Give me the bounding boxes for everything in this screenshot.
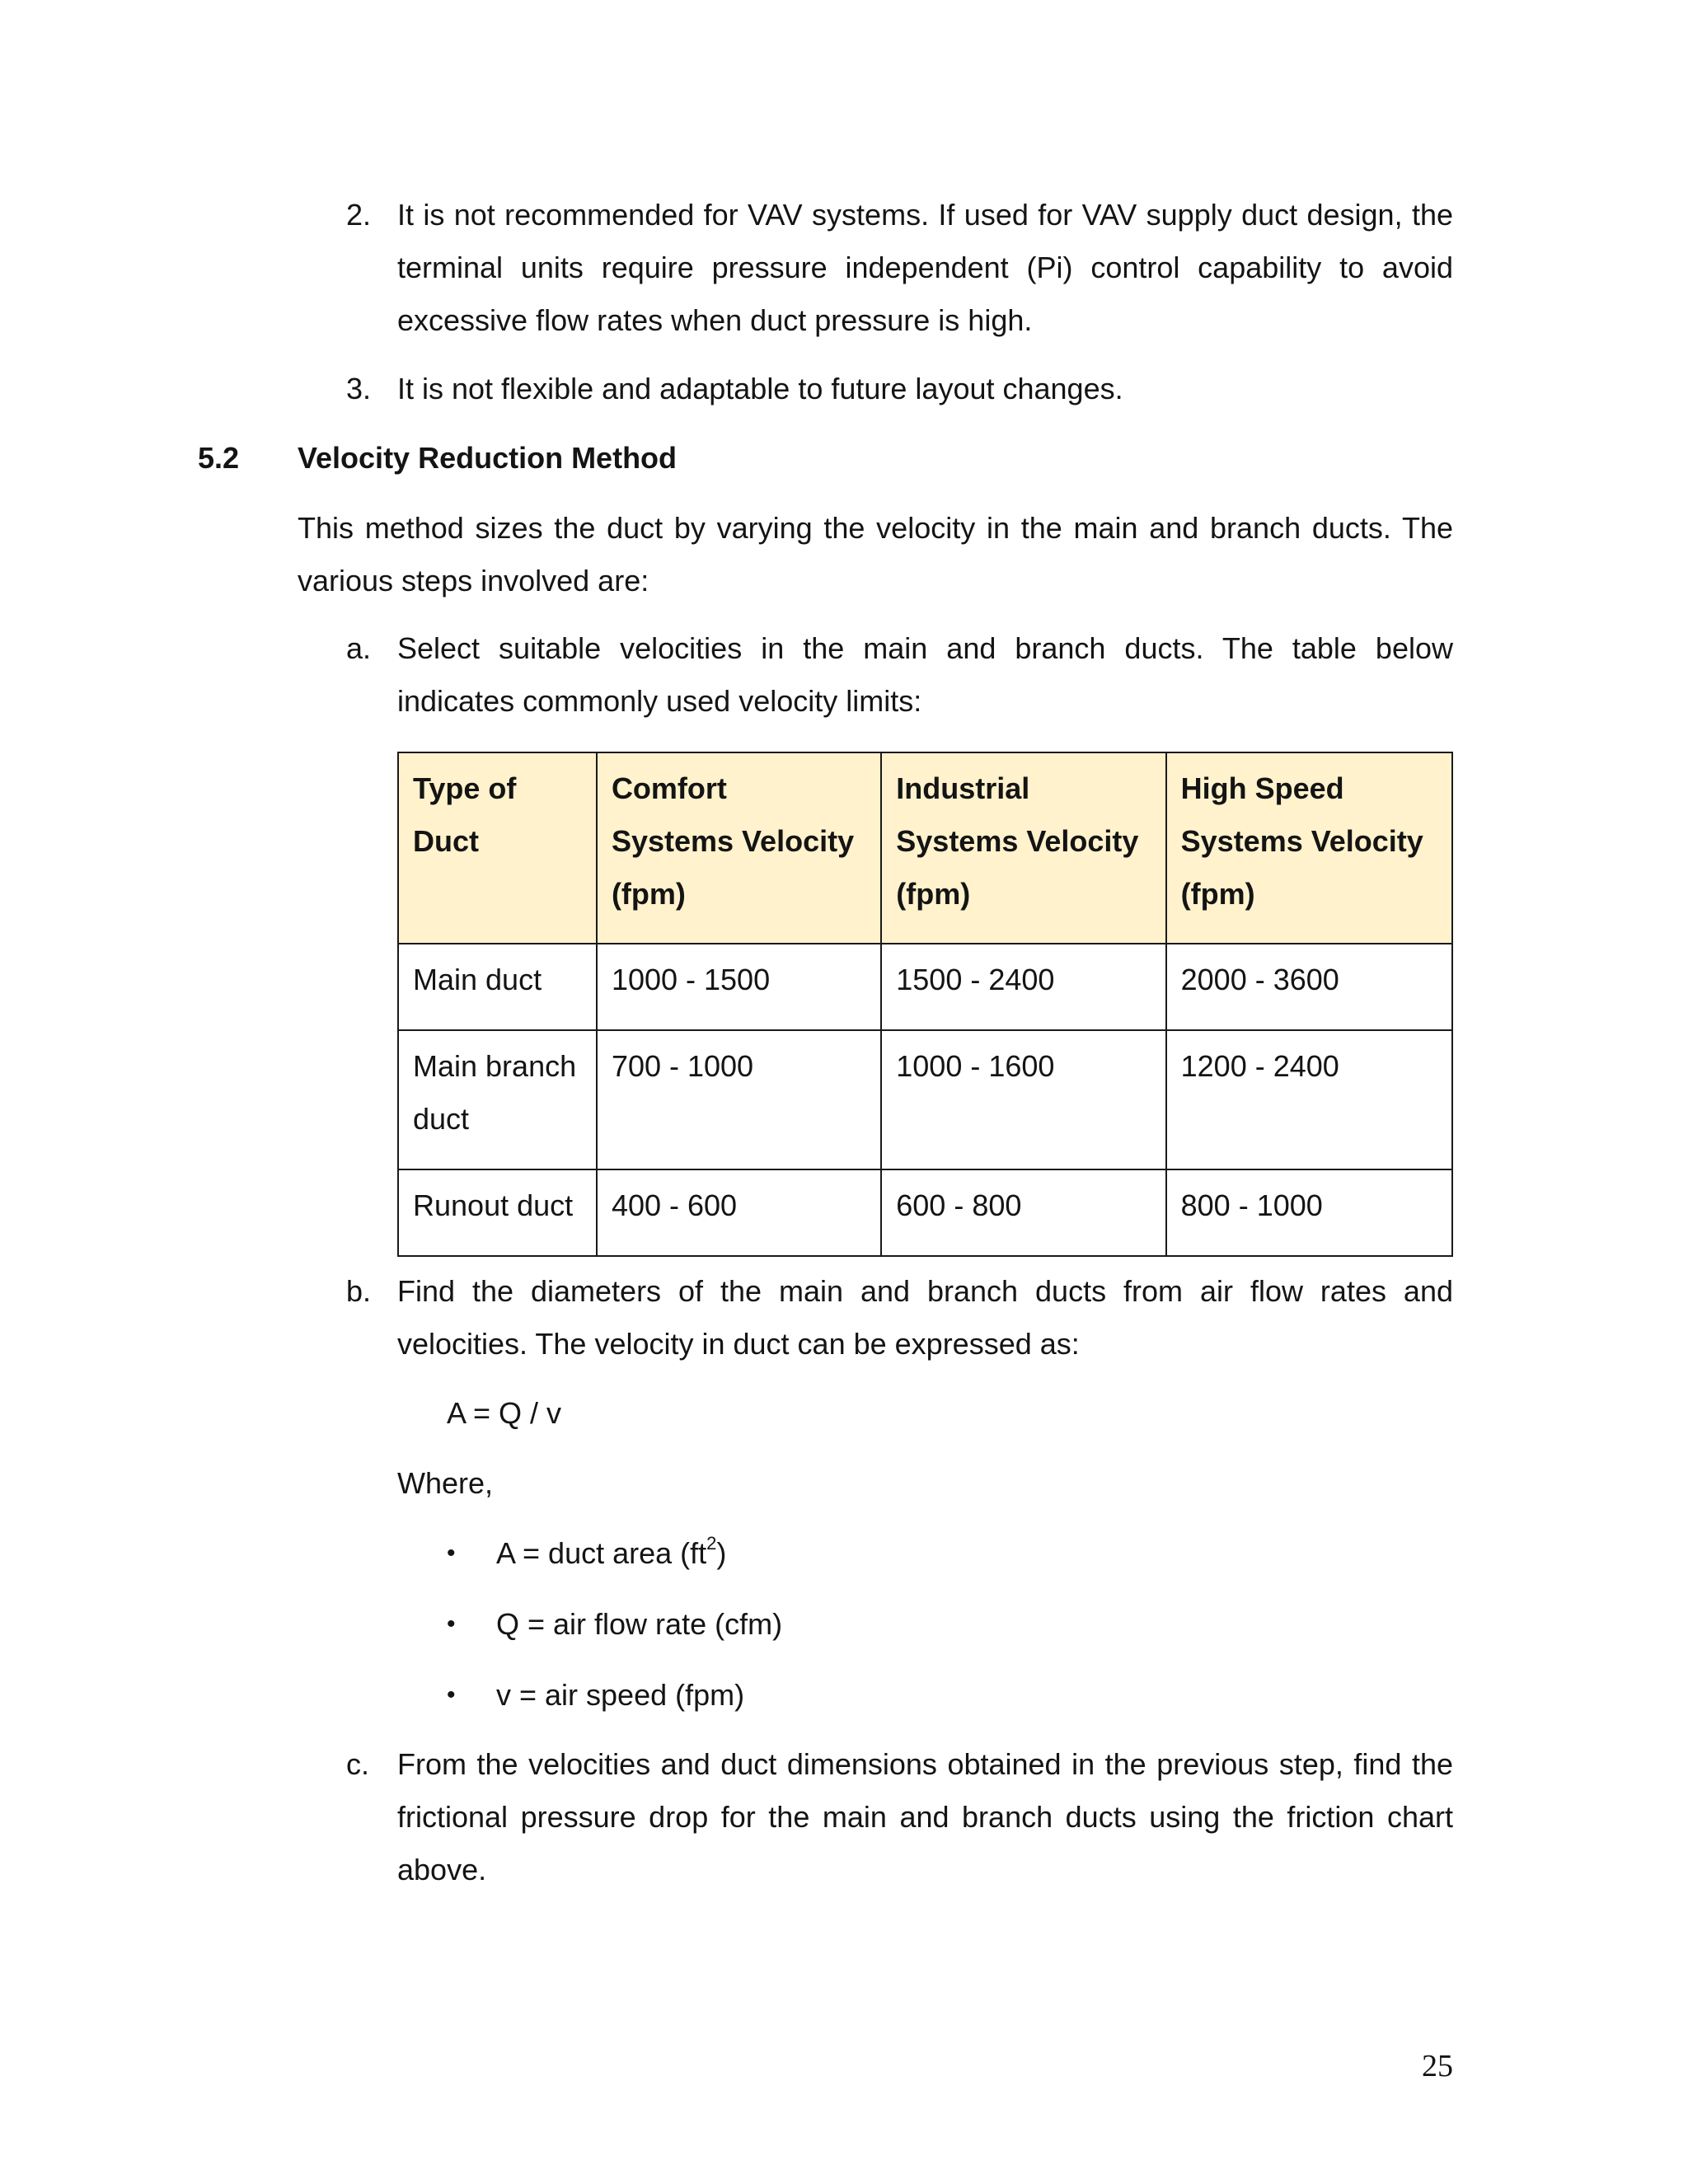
table-cell: 600 - 800 <box>881 1169 1165 1256</box>
list-item-text: It is not recommended for VAV systems. If used for VAV supply duct design, the terminal units require pressure independent (Pi) control capability to avoid excessive flow rates when duct pressure is high. <box>397 198 1453 337</box>
header-line: Systems Velocity <box>611 824 855 858</box>
table-row <box>398 944 1452 1030</box>
table-cell: 800 - 1000 <box>1166 1169 1452 1256</box>
step-marker-b: b. <box>346 1274 372 1308</box>
header-line: (fpm) <box>896 877 971 911</box>
page-number: 25 <box>1422 2049 1453 2083</box>
velocity-limits-table <box>397 752 1453 1257</box>
definition-text: A = duct area (ft <box>496 1536 707 1570</box>
header-line: (fpm) <box>1180 877 1255 911</box>
table-cell: 2000 - 3600 <box>1166 944 1452 1030</box>
section-title: Velocity Reduction Method <box>298 441 678 475</box>
header-line: (fpm) <box>611 877 686 911</box>
section-intro: This method sizes the duct by varying the velocity in the main and branch ducts. The various steps involved are: <box>298 511 1453 598</box>
header-line: Comfort <box>611 771 727 805</box>
area-formula: A = Q / v <box>447 1396 562 1430</box>
section-number: 5.2 <box>198 441 240 475</box>
superscript: 2 <box>706 1533 717 1554</box>
table-row <box>398 1169 1452 1256</box>
where-label: Where, <box>397 1466 494 1500</box>
header-comfort-velocity <box>597 752 881 944</box>
definition-text: ) <box>716 1536 727 1570</box>
header-line: Type of <box>413 771 517 805</box>
bullet-icon: • <box>447 1540 456 1567</box>
step-text-b: Find the diameters of the main and branch ducts from air flow rates and velocities. The velocity in duct can be expressed as: <box>397 1274 1453 1361</box>
table-cell: 1500 - 2400 <box>881 944 1165 1030</box>
table-row <box>398 1030 1452 1169</box>
list-marker: 2. <box>346 198 372 232</box>
header-line: Duct <box>413 824 479 858</box>
list-item-text: It is not flexible and adaptable to future layout changes. <box>397 372 1123 405</box>
definition-area <box>496 1527 726 1580</box>
table-cell: 1000 - 1500 <box>597 944 881 1030</box>
table-cell: 1200 - 2400 <box>1166 1030 1452 1169</box>
table-cell: 1000 - 1600 <box>881 1030 1165 1169</box>
table-header-row <box>398 752 1452 944</box>
header-type-of-duct <box>398 752 597 944</box>
step-marker-a: a. <box>346 631 372 665</box>
definition-flow: Q = air flow rate (cfm) <box>496 1607 783 1641</box>
step-text-c: From the velocities and duct dimensions obtained in the previous step, find the frictional pressure drop for the main and branch ducts using the friction chart above. <box>397 1747 1453 1886</box>
definition-speed: v = air speed (fpm) <box>496 1678 745 1712</box>
header-line: Industrial <box>896 771 1030 805</box>
table-cell: Runout duct <box>398 1169 597 1256</box>
header-line: Systems Velocity <box>1180 824 1423 858</box>
step-marker-c: c. <box>346 1747 370 1781</box>
table-cell: 400 - 600 <box>597 1169 881 1256</box>
table-cell: Main branch duct <box>398 1030 597 1169</box>
table-cell: 700 - 1000 <box>597 1030 881 1169</box>
bullet-icon: • <box>447 1681 456 1708</box>
header-high-speed-velocity <box>1166 752 1452 944</box>
step-text-a: Select suitable velocities in the main and branch ducts. The table below indicates commonly used velocity limits: <box>397 631 1453 718</box>
header-line: High Speed <box>1180 771 1344 805</box>
table-cell: Main duct <box>398 944 597 1030</box>
list-marker: 3. <box>346 372 372 405</box>
header-line: Systems Velocity <box>896 824 1139 858</box>
bullet-icon: • <box>447 1610 456 1638</box>
header-industrial-velocity <box>881 752 1165 944</box>
